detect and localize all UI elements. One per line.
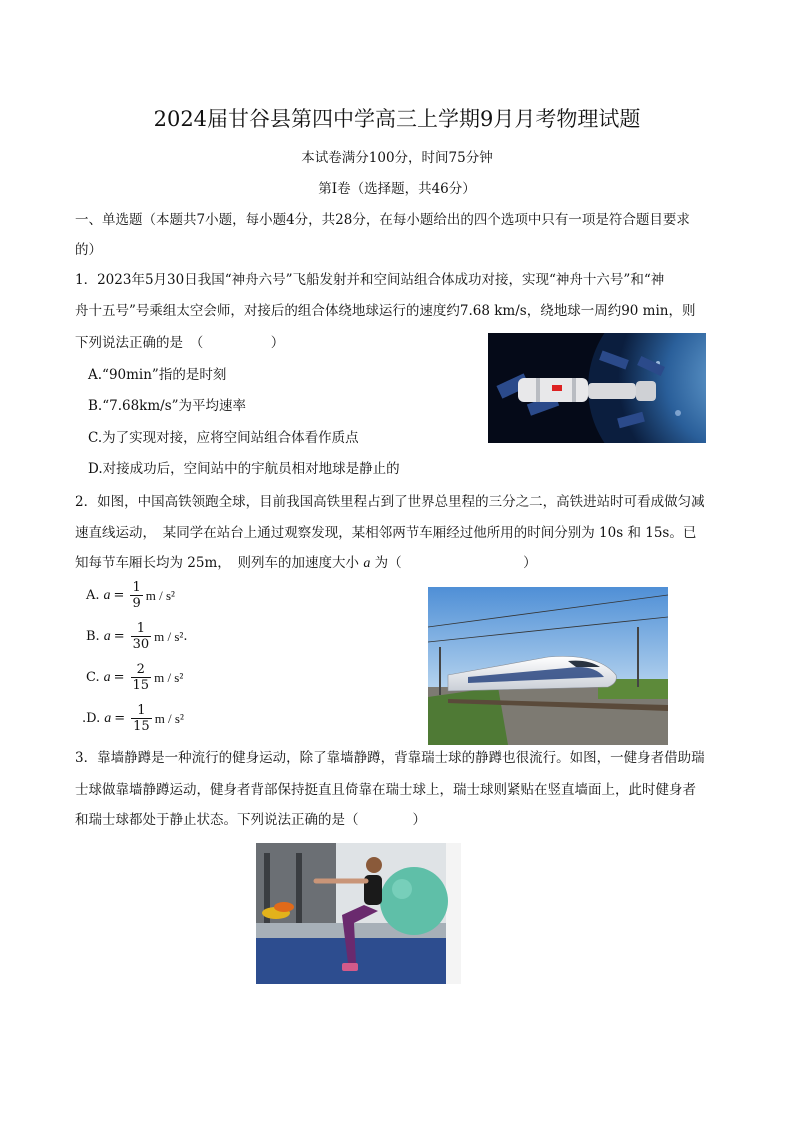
option-equals: = (113, 629, 125, 644)
fraction-numerator: 2 (131, 662, 152, 678)
option-suffix: . (183, 629, 188, 644)
q1-option-b: B.“7.68km/s”为平均速率 (88, 398, 247, 414)
q2-stem-line3-text: 知每节车厢长均为 25m， 则列车的加速度大小 (75, 555, 360, 571)
q1-option-d: D.对接成功后，空间站中的宇航员相对地球是静止的 (88, 461, 400, 477)
option-letter: .D. (82, 711, 101, 726)
q3-stem-line1: 3．靠墙静蹲是一种流行的健身运动，除了靠墙静蹲，背靠瑞士球的静蹲也很流行。如图，一健身者借助瑞 (75, 750, 705, 766)
q2-stem-line1: 2．如图，中国高铁领跑全球，目前我国高铁里程占到了世界总里程的三分之二，高铁进站时可看成做匀减 (75, 494, 705, 510)
option-fraction (130, 580, 142, 611)
fraction-numerator: 1 (132, 580, 141, 595)
q3-stem-line2: 士球做靠墙静蹲运动，健身者背部保持挺直且倚靠在瑞士球上，瑞士球则紧贴在竖直墙面上，此时健身者 (75, 782, 696, 798)
space-station-image (488, 333, 706, 443)
q2-option-b (86, 621, 187, 652)
q1-stem-line3: 下列说法正确的是 （ ） (75, 335, 285, 351)
page-title: 2024届甘谷县第四中学高三上学期9月月考物理试题 (153, 107, 641, 131)
option-variable: a (103, 587, 111, 603)
option-letter: B. (86, 629, 100, 644)
section-heading-line2: 的） (75, 242, 102, 258)
q2-stem-line2: 速直线运动， 某同学在站台上通过观察发现，某相邻两节车厢经过他所用的时间分别为 10s 和 15s。已 (75, 525, 697, 541)
option-letter: C. (86, 670, 100, 685)
option-fraction (131, 621, 152, 652)
q2-stem-line3 (75, 551, 537, 572)
q2-stem-line3-blank: 为（ ） (374, 555, 537, 571)
fraction-denominator: 9 (132, 596, 141, 611)
section-heading-line1: 一、单选题（本题共7小题，每小题4分，共28分，在每小题给出的四个选项中只有一项是符合题目要求 (75, 212, 690, 228)
q2-option-c (86, 662, 183, 693)
option-equals: = (113, 670, 125, 685)
option-equals: = (114, 711, 126, 726)
q2-option-a (86, 580, 175, 611)
q1-stem-line1: 1．2023年5月30日我国“神舟六号”飞船发射并和空间站组合体成功对接，实现“神舟十六号”和“神 (75, 272, 665, 288)
volume-heading: 第Ⅰ卷（选择题，共46分） (318, 181, 476, 197)
q2-variable: a (363, 556, 371, 571)
exam-info: 本试卷满分100分，时间75分钟 (301, 150, 493, 166)
fraction-denominator: 15 (133, 719, 150, 734)
option-unit: m / s² (154, 710, 184, 726)
option-fraction (131, 703, 152, 734)
fraction-numerator: 1 (131, 621, 152, 637)
option-variable: a (103, 628, 111, 644)
q1-stem-line2: 舟十五号”号乘组太空会师，对接后的组合体绕地球运行的速度约7.68 km/s，绕地球一周约90 min，则 (75, 303, 696, 319)
fraction-denominator: 30 (132, 637, 150, 652)
option-variable: a (103, 669, 111, 685)
wall-squat-image (256, 843, 461, 984)
option-unit: m / s² (145, 587, 175, 603)
q2-option-d (82, 703, 184, 734)
option-unit: m / s² (154, 628, 184, 644)
q1-option-c: C.为了实现对接，应将空间站组合体看作质点 (88, 430, 359, 446)
option-variable: a (104, 710, 112, 726)
option-fraction (131, 662, 152, 693)
fraction-numerator: 1 (131, 703, 152, 719)
q1-option-a: A.“90min”指的是时刻 (88, 367, 227, 383)
high-speed-train-image (428, 587, 668, 745)
option-unit: m / s² (154, 669, 184, 685)
q3-stem-line3: 和瑞士球都处于静止状态。下列说法正确的是（ ） (75, 812, 426, 828)
option-equals: = (113, 588, 125, 603)
fraction-denominator: 15 (132, 678, 150, 693)
option-letter: A. (86, 588, 100, 603)
